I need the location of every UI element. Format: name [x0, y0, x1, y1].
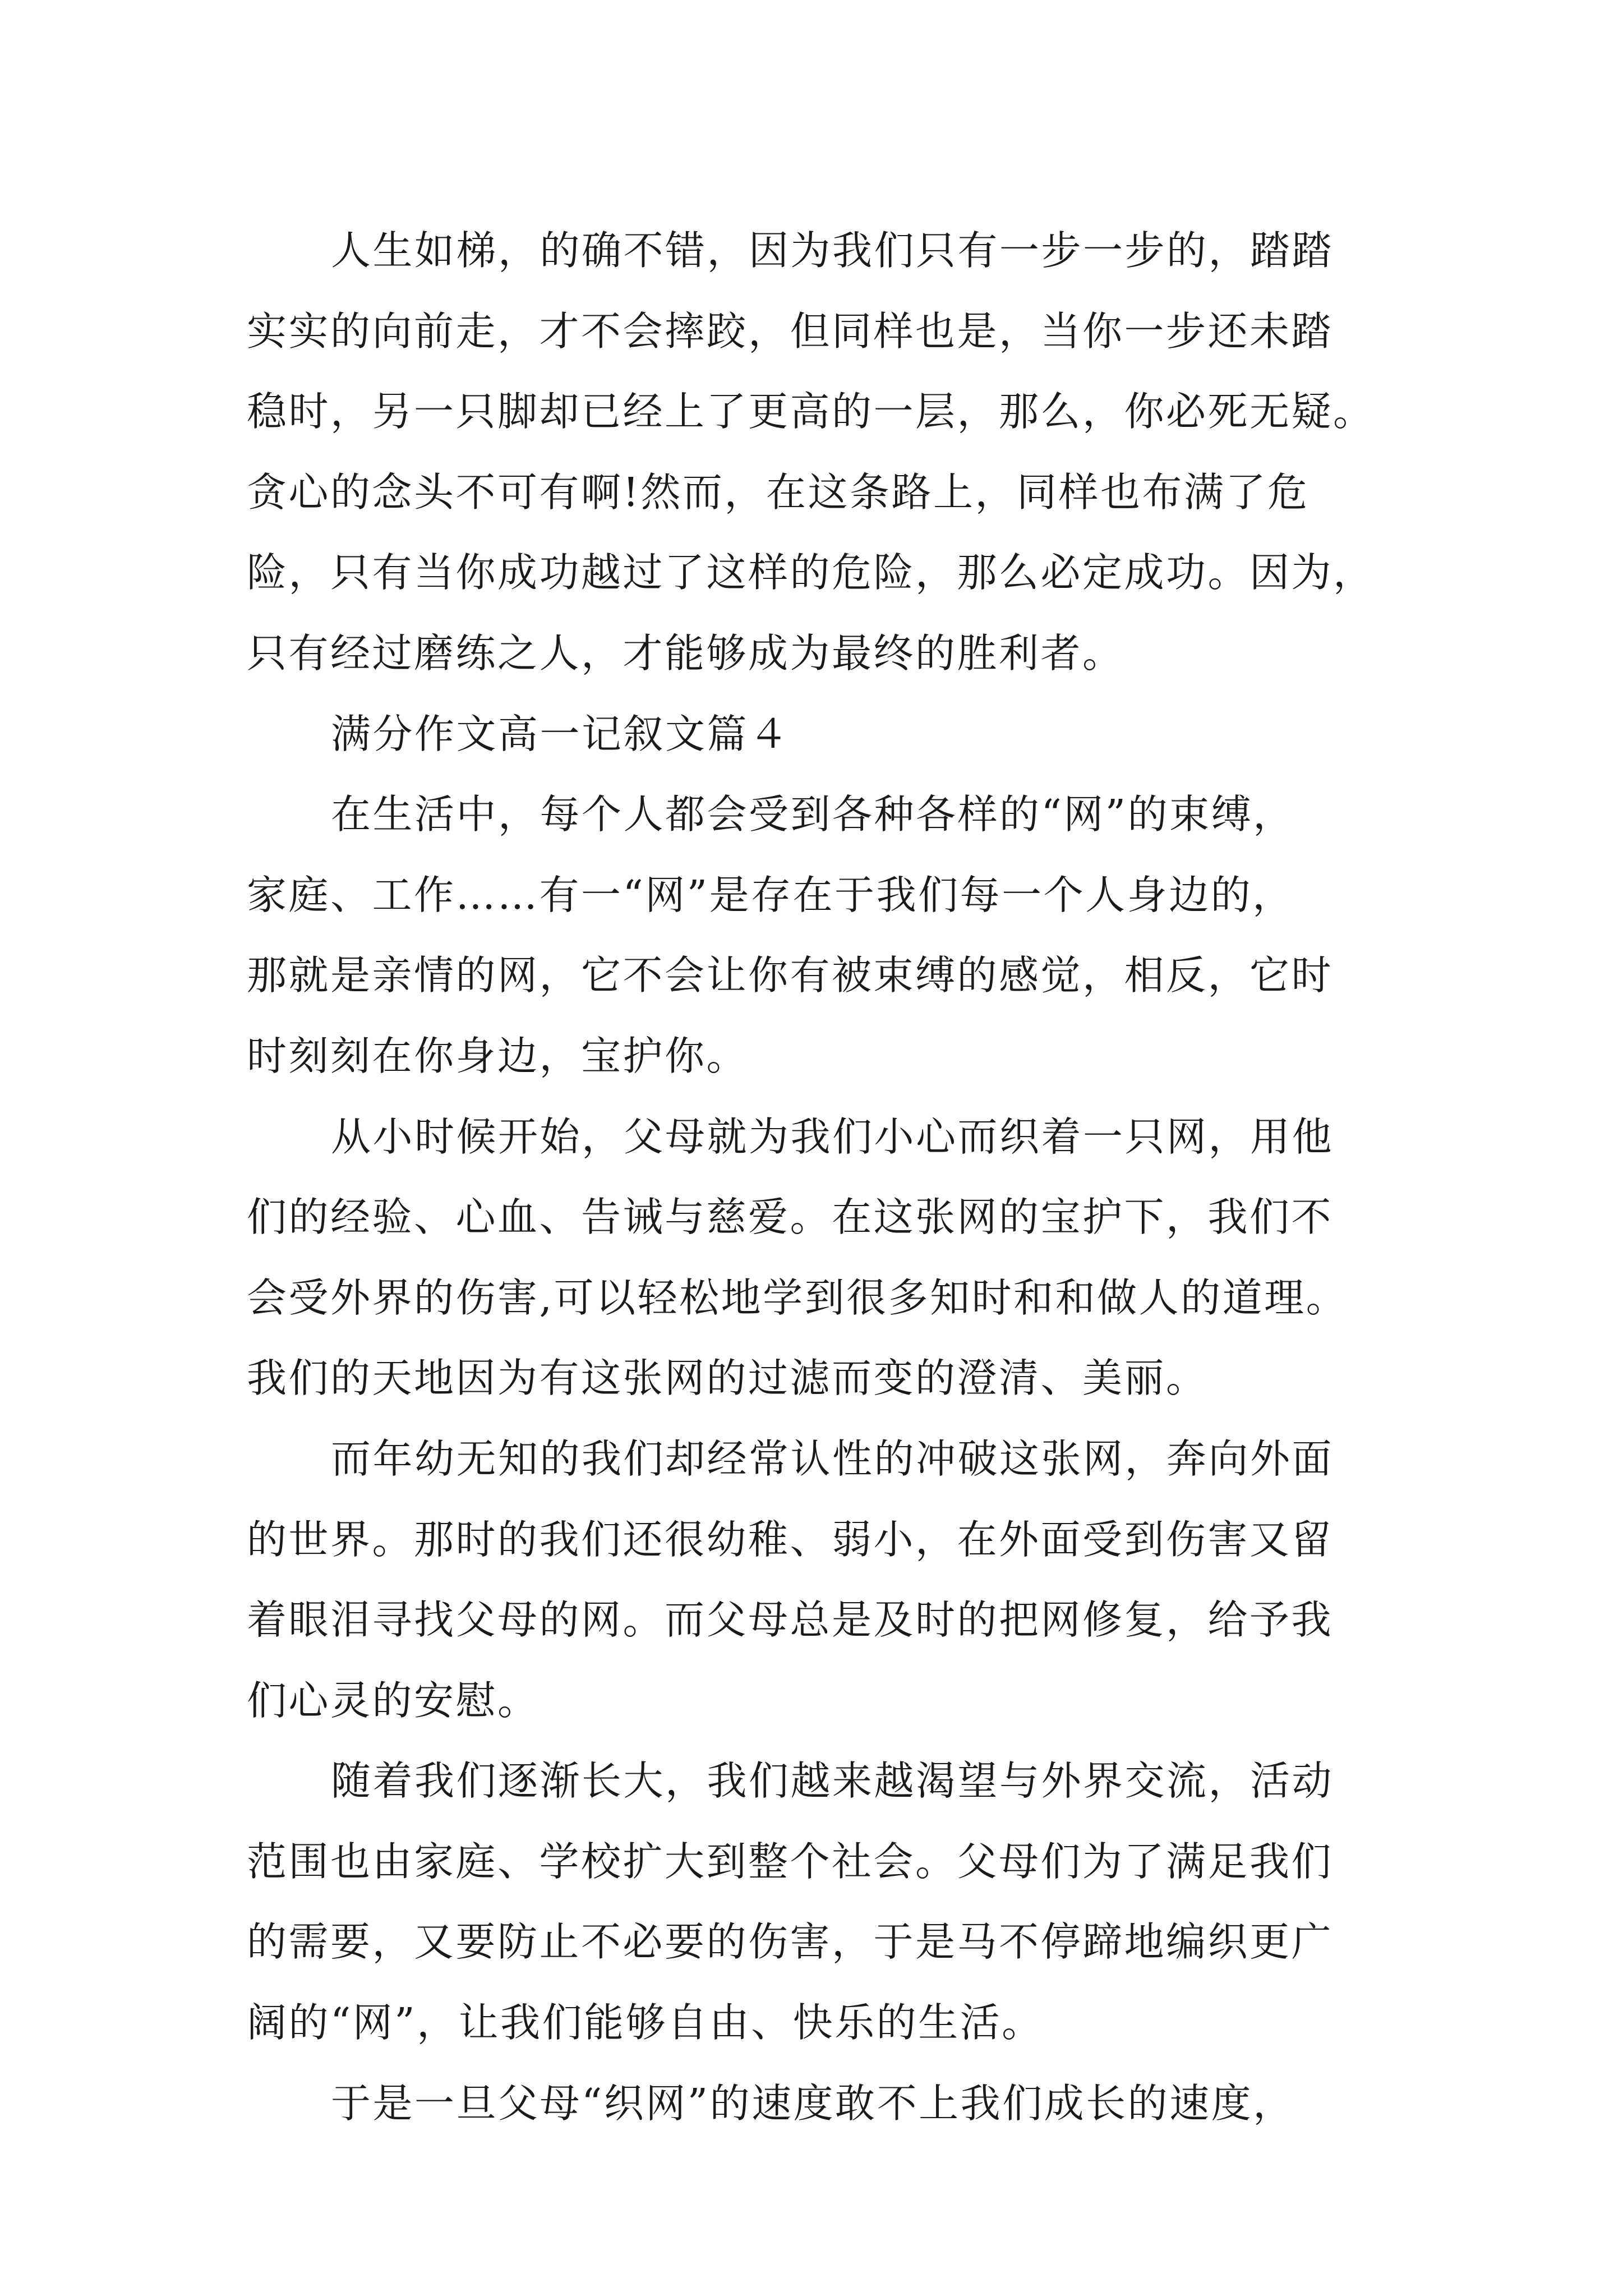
text-line: 着眼泪寻找父母的网。而父母总是及时的把网修复，给予我 [247, 1596, 1334, 1644]
text-line: 时刻刻在你身边，宝护你。 [247, 1032, 749, 1079]
text-line: 家庭、工作……有一“网”是存在于我们每一个人身边的， [247, 871, 1294, 918]
text-line: 们的经验、心血、告诫与慈爱。在这张网的宝护下，我们不 [247, 1194, 1334, 1241]
text-line: 实实的向前走，才不会摔跤，但同样也是，当你一步还未踏 [247, 307, 1334, 355]
text-line: 贪心的念头不可有啊!然而，在这条路上，同样也布满了危 [247, 468, 1310, 516]
text-line: 范围也由家庭、学校扩大到整个社会。父母们为了满足我们 [247, 1838, 1334, 1885]
section-heading: 满分作文高一记叙文篇４ [331, 710, 791, 757]
text-line: 阔的“网”，让我们能够自由、快乐的生活。 [247, 1999, 1044, 2046]
text-line: 的世界。那时的我们还很幼稚、弱小，在外面受到伤害又留 [247, 1516, 1334, 1563]
text-line: 随着我们逐渐长大，我们越来越渴望与外界交流，活动 [331, 1757, 1334, 1805]
text-line: 从小时候开始，父母就为我们小心而织着一只网，用他 [331, 1113, 1334, 1160]
text-line: 只有经过磨练之人，才能够成为最终的胜利者。 [247, 629, 1124, 677]
text-line: 人生如梯，的确不错，因为我们只有一步一步的，踏踏 [331, 227, 1334, 274]
text-line: 那就是亲情的网，它不会让你有被束缚的感觉，相反，它时 [247, 952, 1334, 999]
text-line: 稳时，另一只脚却已经上了更高的一层，那么，你必死无疑。 [247, 388, 1375, 435]
text-line: 的需要，又要防止不必要的伤害，于是马不停蹄地编织更广 [247, 1918, 1334, 1966]
document-page [247, 210, 1391, 2143]
text-line: 我们的天地因为有这张网的过滤而变的澄清、美丽。 [247, 1355, 1208, 1402]
text-line: 会受外界的伤害,可以轻松地学到很多知时和和做人的道理。 [247, 1274, 1348, 1321]
text-line: 险，只有当你成功越过了这样的危险，那么必定成功。因为， [247, 549, 1375, 596]
text-line: 于是一旦父母“织网”的速度敢不上我们成长的速度， [331, 2079, 1295, 2127]
text-line: 们心灵的安慰。 [247, 1677, 540, 1724]
text-line: 而年幼无知的我们却经常认性的冲破这张网，奔向外面 [331, 1435, 1334, 1482]
text-line: 在生活中，每个人都会受到各种各样的“网”的束缚， [331, 791, 1295, 838]
